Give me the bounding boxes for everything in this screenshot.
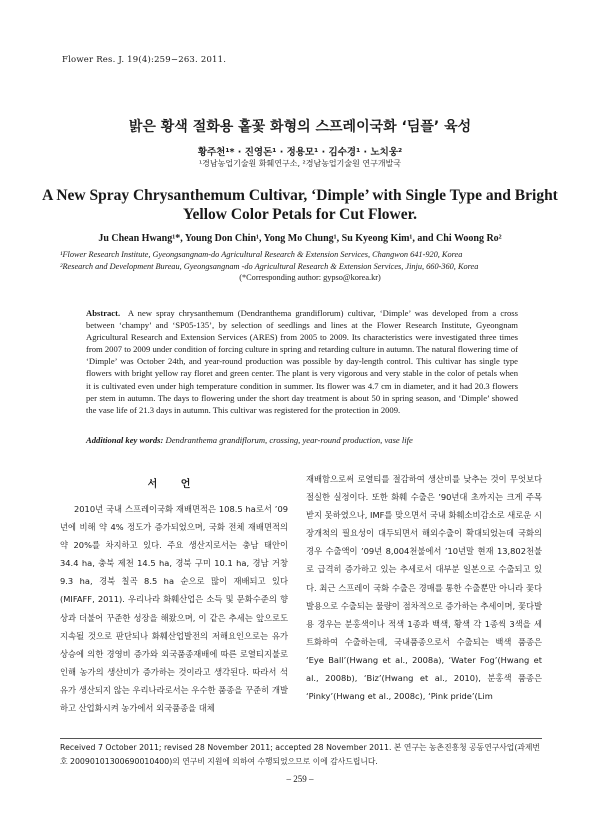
keywords	[86, 435, 518, 445]
keywords-text: Dendranthema grandiflorum, crossing, year-round production, vase life	[165, 435, 413, 445]
page-number: – 259 –	[286, 774, 314, 784]
intro-paragraph-left: 2010년 국내 스프레이국화 재배면적은 108.5 ha로서 ’09년에 비해 약 4% 정도가 증가되었으며, 국화 전체 재배면적의 약 20%를 차지하고 있다. 주요 생산지로서는 충남 태안이 34.4 ha, 충북 제천 14.5 ha, 경북 구미 10.1 ha, 경남 거창 9.3 ha, 경북 칠곡 8.5 ha 순으로 많이 재배되고 있다(MIFAFF, 2011). 우리나라 화훼산업은 소득 및 문화수준의 향상과 더불어 꾸준한 성장을 해왔으며, 이 같은 추세는 앞으로도 지속될 것으로 판단되나 화훼산업발전의 저해요인으로는 유가상승에 의한 경영비 증가와 외국품종재배에 따른 로열티지불로 인해 농가의 생산비가 증가하는 것이라고 생각된다. 따라서 석유가 생산되지 않는 우리나라로서는 우수한 품종을 꾸준히 개발하고 산업화시켜 농가에서 외국품종을 대체	[60, 504, 288, 714]
affiliation-2: ²Research and Development Bureau, Gyeongsangnam -do Agricultural Research & Extension Services, Jinju, 660-360, Korea	[60, 261, 479, 271]
footnote: Received 7 October 2011; revised 28 November 2011; accepted 28 November 2011. 본 연구는 농촌진흥청 공동연구사업(과제번호 20090101300690010400)의 연구비 지원에 의하여 수행되었으므로 이에 감사드립니다.	[60, 743, 540, 766]
footnote-divider	[60, 738, 542, 739]
english-title: A New Spray Chrysanthemum Cultivar, ‘Dimple’ with Single Type and Bright Yellow Color Petals for Cut Flower.	[42, 187, 558, 223]
korean-title: 밝은 황색 절화용 홑꽃 화형의 스프레이국화 ‘딤플’ 육성	[128, 119, 472, 135]
english-authors: Ju Chean Hwang¹*, Young Don Chin¹, Yong Mo Chung¹, Su Kyeong Kim¹, and Chi Woong Ro²	[98, 233, 502, 244]
keywords-label: Additional key words:	[86, 435, 164, 445]
abstract-label: Abstract.	[86, 308, 121, 318]
body-column-right	[306, 470, 542, 705]
body-column-left	[60, 478, 288, 717]
korean-authors: 황주천¹* · 진영돈¹ · 정용모¹ · 김수경¹ · 노치웅²	[197, 147, 403, 158]
korean-affiliations: ¹경남농업기술원 화훼연구소, ²경남농업기술원 연구개발국	[198, 159, 402, 168]
affiliation-1: ¹Flower Research Institute, Gyeongsangnam-do Agricultural Research & Extension Services, Changwon 641-920, Korea	[60, 250, 463, 259]
section-heading-introduction: 서 언	[147, 479, 201, 490]
abstract-text: A new spray chrysanthemum (Dendranthema grandiflorum) cultivar, ‘Dimple’ was developed from a cross between ‘champy’ and ‘SP05-135’, by selection of seedlings and lines at the Flower Research Institute, Gyeongnam Agricultural Research and Extension Services (ARES) from 2005 to 2009. Its characteristics were investigated three times from 2007 to 2009 under condition of forcing culture in spring and retarding culture in autumn. The natural flowering time of ‘Dimple’ was October 24th, and year-round production was possible by day-length control. This cultivar has single type flowers with bright yellow ray floret and green center. The plant is very vigorous and very stable in the color of petals when it is cultivated even under high temperature condition in summer. Its flower was 4.7 cm in diameter, and it had 20.3 flowers per stem in autumn. The days to flowering under the short day treatment is about 50 in spring season, and ‘Dimple’ showed the vase life of 21.3 days in autumn. This cultivar was registered for the protection in 2009.	[86, 308, 518, 415]
corresponding-author: (*Corresponding author: gypso@korea.kr)	[239, 273, 381, 282]
abstract	[86, 307, 518, 416]
english-affiliations	[60, 249, 560, 284]
intro-paragraph-right: 재배함으로써 로열티를 절감하여 생산비를 낮추는 것이 무엇보다 절실한 실정이다. 또한 화훼 수출은 ’90년대 초까지는 크게 주목 받지 못하였으나, IMF를 맞으면서 국내 화훼소비감소로 새로운 시장개척의 필요성이 대두되면서 해외수출이 확대되었는데 국화의 경우 수출액이 ’09년 8,004천불에서 ’10년말 현재 13,802천불로 급격히 증가하고 있는 추세로서 대부분 일본으로 수출되고 있다. 최근 스프레이 국화 수출은 경매를 통한 수출뿐만 아니라 꽃다발용으로 수출되는 물량이 점차적으로 증가하는 추세이며, 꽃다발용 경우는 분홍색이나 적색 1종과 백색, 황색 각 1종씩 3색을 세트화하여 수출하는데, 국내품종으로서 수출되는 백색 품종은 ‘Eye Ball’(Hwang et al., 2008a), ‘Water Fog’(Hwang et al., 2008b), ‘Biz’(Hwang et al., 2010), 분홍색 품종은 ‘Pinky’(Hwang et al., 2008c), ‘Pink pride’(Lim	[306, 474, 542, 702]
journal-citation: Flower Res. J. 19(4):259−263. 2011.	[62, 55, 227, 65]
